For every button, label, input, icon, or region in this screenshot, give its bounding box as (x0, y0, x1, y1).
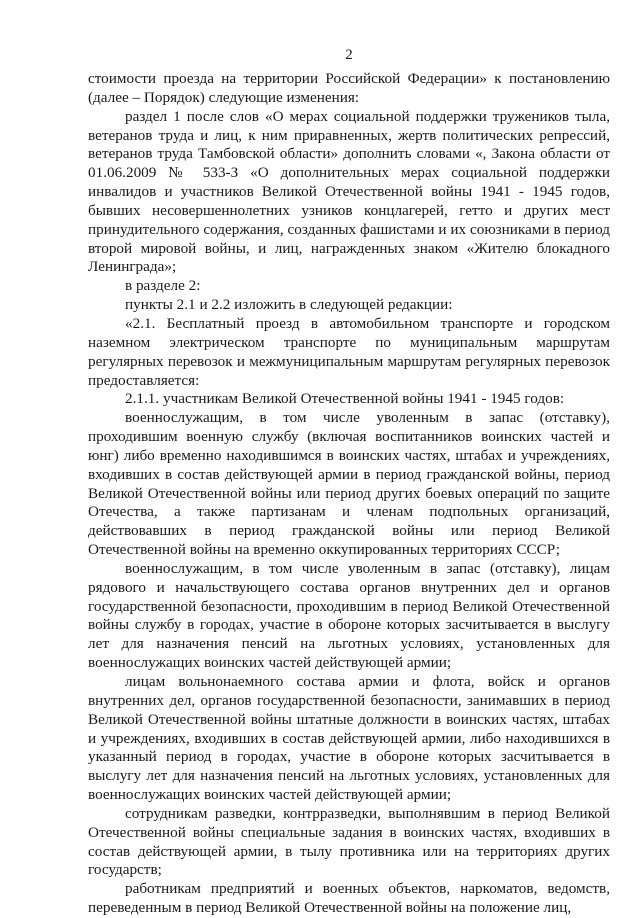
paragraph-continuation: стоимости проезда на территории Российской Федерации» к постановлению (далее – Порядок) следующие изменения: (88, 70, 610, 106)
document-body (88, 70, 610, 918)
page-number: 2 (345, 47, 353, 63)
paragraph-servicemen-defense-cities: военнослужащим, в том числе уволенным в запас (отставку), лицам рядового и начальствующего состава органов внутренних дел и органов государственной безопасности, проходившим в период Великой Отечественной войны службу в городах, участие в обороне которых засчитывается в выслугу лет для назначения пенсий на льготных условиях, установленных для военнослужащих воинских частей действующей армии; (88, 559, 610, 672)
paragraph-section-2-heading: в разделе 2: (125, 277, 201, 295)
paragraph-servicemen: военнослужащим, в том числе уволенным в запас (отставку), проходившим военную службу (включая воспитанников воинских частей и юнг) либо временно находившимся в воинских частях, штабах и учреждениях, входивших в состав действующей армии в период гражданской войны, период Великой Отечественной войны или период других боевых операций по защите Отечества, а также партизанам и членам подпольных организаций, действовавших в период гражданской войны или период Великой Отечественной войны на временно оккупированных территориях СССР; (88, 409, 610, 559)
paragraph-section-1-amendment: раздел 1 после слов «О мерах социальной поддержки тружеников тыла, ветеранов труда и лиц, к ним приравненных, жертв политических репрессий, ветеранов труда Тамбовской области» дополнить словами «, Закона области от 01.06.2009 № 533-З «О дополнительных мерах социальной поддержки инвалидов и участников Великой Отечественной войны 1941 - 1945 годов, бывших несовершеннолетних узников концлагерей, гетто и других мест принудительного содержания, созданных фашистами и их союзниками в период второй мировой войны, и лиц, награжденных знаком «Жителю блокадного Ленинграда»; (88, 107, 610, 276)
paragraph-intelligence-staff: сотрудникам разведки, контрразведки, выполнявшим в период Великой Отечественной войны специальные задания в воинских частях, входивших в состав действующей армии, в тылу противника или на территориях других государств; (88, 804, 610, 879)
paragraph-enterprise-workers: работникам предприятий и военных объектов, наркоматов, ведомств, переведенным в период Великой Отечественной войны на положение лиц, (88, 880, 610, 917)
paragraph-clause-2-1: «2.1. Бесплатный проезд в автомобильном транспорте и городском наземном электрическом транспорте по муниципальным маршрутам регулярных перевозок и межмуниципальным маршрутам регулярных перевозок предоставляется: (88, 314, 610, 389)
paragraph-points-2-1-2-2: пункты 2.1 и 2.2 изложить в следующей редакции: (125, 296, 453, 314)
paragraph-civilian-staff: лицам вольнонаемного состава армии и флота, войск и органов внутренних дел, органов государственной безопасности, занимавших в период Великой Отечественной войны штатные должности в воинских частях, штабах и учреждениях, входивших в состав действующей армии, либо находившихся в указанный период в городах, участие в обороне которых засчитывается в выслугу лет для назначения пенсий на льготных условиях, установленных для военнослужащих воинских частей действующей армии; (88, 673, 610, 804)
paragraph-clause-2-1-1: 2.1.1. участникам Великой Отечественной войны 1941 - 1945 годов: (125, 390, 565, 408)
